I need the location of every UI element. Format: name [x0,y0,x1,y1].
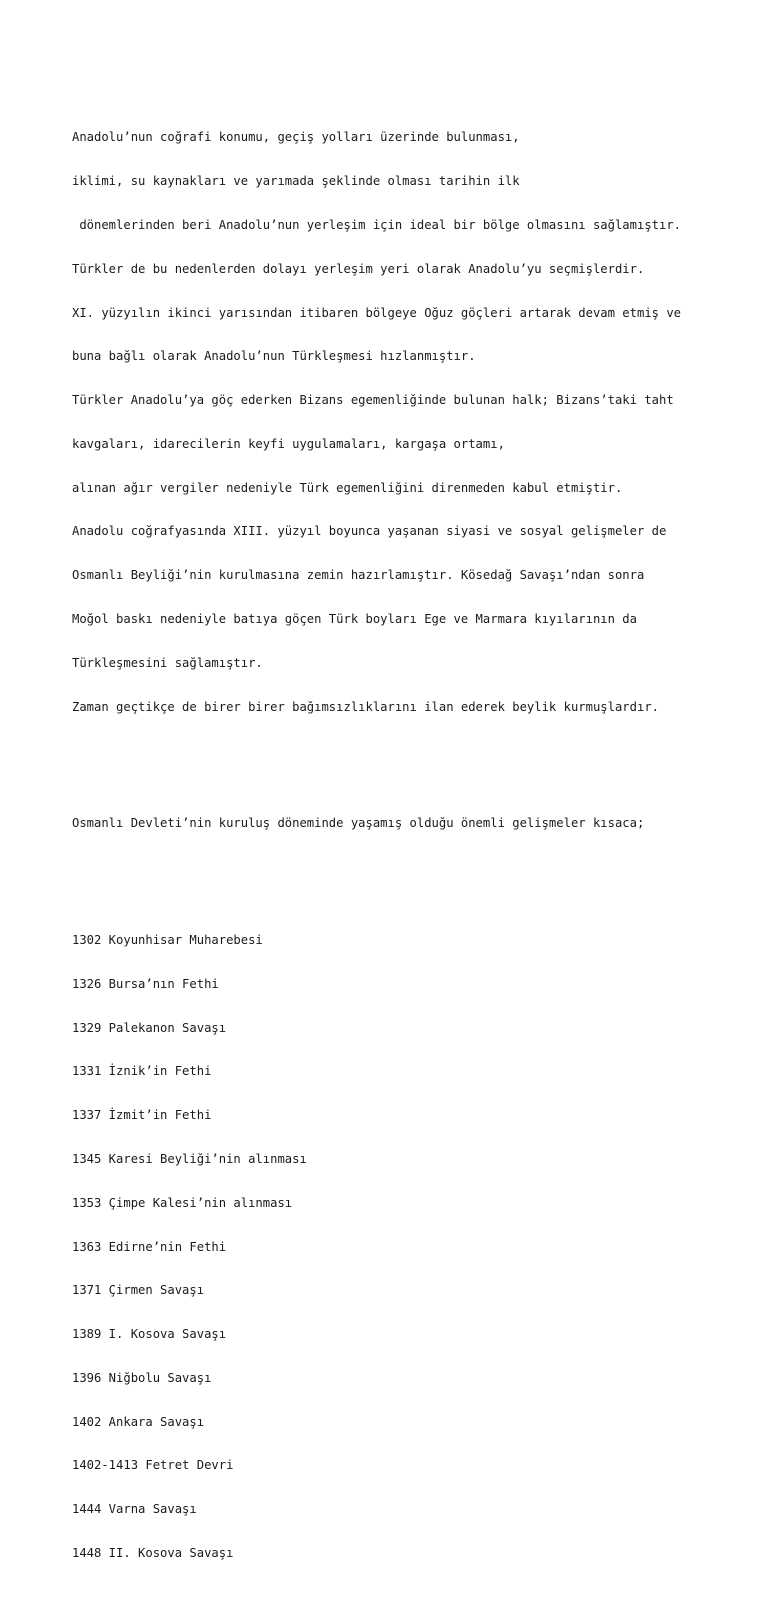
paragraph-line: Anadolu coğrafyasında XIII. yüzyıl boyunca yaşanan siyasi ve sosyal gelişmeler de [72,524,667,539]
paragraph-line: Osmanlı Beyliği’nin kurulmasına zemin hazırlamıştır. Kösedağ Savaşı’ndan sonra [72,568,645,583]
paragraph-line: Türkler Anadolu’ya göç ederken Bizans egemenliğinde bulunan halk; Bizans’taki taht [72,393,674,408]
blank-line [72,860,752,875]
event-item: 1345 Karesi Beyliği’nin alınması [72,1151,307,1166]
paragraph-line: Zaman geçtikçe de birer birer bağımsızlıklarını ilan ederek beylik kurmuşlardır. [72,699,659,714]
event-item: 1448 II. Kosova Savaşı [72,1545,234,1560]
event-item: 1326 Bursa’nın Fethi [72,976,219,991]
blank-line [72,773,752,788]
intro-line: Osmanlı Devleti’nin kuruluş döneminde yaşamış olduğu önemli gelişmeler kısaca; [72,816,645,831]
event-item: 1363 Edirne’nin Fethi [72,1239,227,1254]
history-paragraph [72,101,752,743]
event-item: 1396 Niğbolu Savaşı [72,1370,212,1385]
event-item: 1371 Çirmen Savaşı [72,1283,205,1298]
paragraph-line: alınan ağır vergiler nedeniyle Türk egemenliğini direnmeden kabul etmiştir. [72,480,623,495]
paragraph-line: Anadolu’nun coğrafi konumu, geçiş yolları üzerinde bulunması, [72,130,520,145]
event-item: 1402 Ankara Savaşı [72,1414,205,1429]
paragraph-line: kavgaları, idarecilerin keyfi uygulamaları, kargaşa ortamı, [72,436,505,451]
paragraph-line: Moğol baskı nedeniyle batıya göçen Türk boyları Ege ve Marmara kıyılarının da [72,611,637,626]
event-item: 1402-1413 Fetret Devri [72,1458,234,1473]
event-item: 1353 Çimpe Kalesi’nin alınması [72,1195,293,1210]
event-item: 1337 İzmit’in Fethi [72,1108,212,1123]
event-item: 1302 Koyunhisar Muharebesi [72,933,263,948]
events-list [72,904,752,1590]
paragraph-line: Türkler de bu nedenlerden dolayı yerleşim yeri olarak Anadolu’yu seçmişlerdir. [72,261,645,276]
event-item: 1444 Varna Savaşı [72,1502,197,1517]
paragraph-line: XI. yüzyılın ikinci yarısından itibaren bölgeye Oğuz göçleri artarak devam etmiş ve [72,305,682,320]
paragraph-line: dönemlerinden beri Anadolu’nun yerleşim için ideal bir bölge olmasını sağlamıştır. [72,217,682,232]
event-item: 1329 Palekanon Savaşı [72,1020,227,1035]
document-body [72,72,752,1619]
paragraph-line: iklimi, su kaynakları ve yarımada şeklinde olması tarihin ilk [72,174,520,189]
event-item: 1389 I. Kosova Savaşı [72,1327,227,1342]
paragraph-line: buna bağlı olarak Anadolu’nun Türkleşmesi hızlanmıştır. [72,349,476,364]
paragraph-line: Türkleşmesini sağlamıştır. [72,655,263,670]
event-item: 1331 İznik’in Fethi [72,1064,212,1079]
